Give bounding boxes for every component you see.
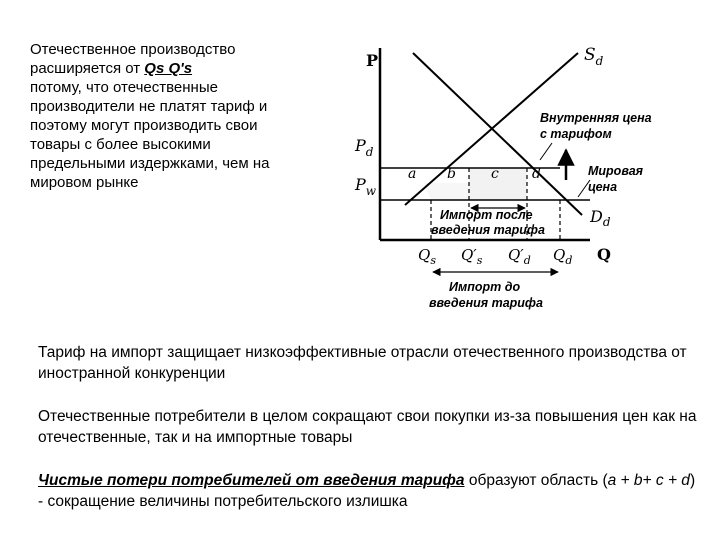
area-d-label: d xyxy=(532,166,541,182)
area-a-shape xyxy=(392,183,469,200)
explanation-line: потому, что отечественные xyxy=(30,79,218,96)
supply-label: $S_d$ xyxy=(584,45,604,68)
internal-price-leader xyxy=(540,143,552,160)
demand-label: $D_d$ xyxy=(590,207,611,229)
explanation-line: мировом рынке xyxy=(30,174,139,191)
pw-label: $P_w$ xyxy=(355,175,377,198)
qs-prime-label: $Q'_s$ xyxy=(461,246,483,267)
consumer-purchases-paragraph: Отечественные потребители в целом сокращают свои покупки из-за повышения цен как на отечественные, так и на импортные товары xyxy=(38,408,697,446)
explanation-line: Отечественное производство xyxy=(30,41,236,58)
deadweight-loss-paragraph xyxy=(38,470,698,512)
qd-prime-label: $Q'_d$ xyxy=(508,246,531,267)
deadweight-loss-formula: a + b+ c + d xyxy=(607,472,690,489)
price-axis-label: P xyxy=(366,51,379,70)
explanation-line: товары с более высокими xyxy=(30,136,211,153)
quantity-range-emphasis: Qs Q's xyxy=(144,60,193,77)
import-after-label: Импорт после введения тарифа xyxy=(431,208,545,237)
internal-price-label: Внутренняя цена с тарифом xyxy=(540,111,652,141)
deadweight-loss-text-end: ) - сокращение величины потребительского излишка xyxy=(38,472,696,510)
pd-label: $P_d$ xyxy=(355,136,374,159)
tariff-protection-paragraph: Тариф на импорт защищает низкоэффективные отрасли отечественного производства от иностранной конкуренции xyxy=(38,344,687,382)
import-before-label: Импорт до введения тарифа xyxy=(429,280,543,310)
explanation-line-prefix: расширяется от xyxy=(30,60,145,77)
area-c-label: c xyxy=(491,166,499,182)
explanation-line: предельными издержками, чем на xyxy=(30,155,270,172)
quantity-axis-label: Q xyxy=(597,245,611,264)
area-b-label: b xyxy=(447,166,456,182)
deadweight-loss-text: образуют область ( xyxy=(464,472,608,489)
explanation-line: производители не платят тариф и xyxy=(30,98,268,115)
world-price-label: Мировая цена xyxy=(588,164,644,194)
explanation-line: поэтому могут производить свои xyxy=(30,117,258,134)
qs-label: $Q_s$ xyxy=(418,246,436,267)
qd-label: $Q_d$ xyxy=(553,246,573,267)
deadweight-loss-heading: Чистые потери потребителей от введения тарифа xyxy=(38,472,465,489)
area-a-label: a xyxy=(408,166,417,182)
